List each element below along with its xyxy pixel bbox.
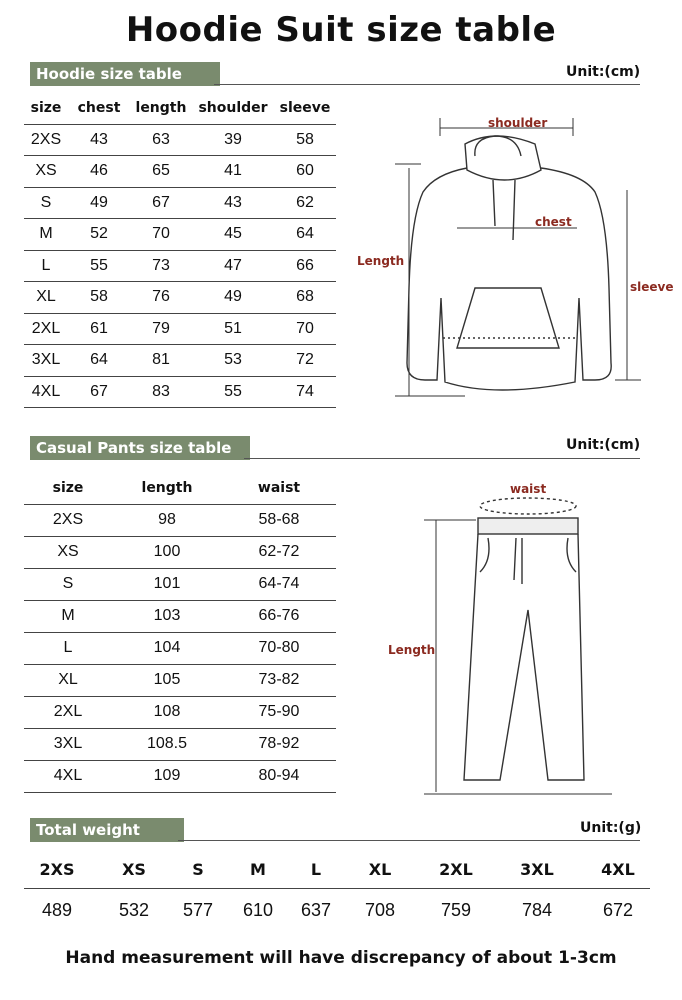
table-cell: 4XL	[24, 376, 68, 408]
weight-unit-label: Unit:(g)	[580, 820, 642, 836]
table-cell: 67	[68, 376, 130, 408]
table-cell: M	[24, 600, 112, 632]
weight-value: 672	[602, 900, 634, 920]
pants-section-header	[30, 436, 650, 460]
weight-value: 577	[182, 900, 214, 920]
column-header: length	[112, 472, 222, 504]
table-cell: 47	[192, 250, 274, 282]
table-cell: 70	[274, 313, 336, 345]
table-cell: 98	[112, 504, 222, 536]
table-row	[24, 728, 336, 760]
weight-value: 532	[118, 900, 150, 920]
drawstrings	[493, 180, 515, 240]
table-row	[24, 345, 336, 377]
table-cell: 76	[130, 282, 192, 314]
column-header: sleeve	[274, 92, 336, 124]
table-cell: 52	[68, 219, 130, 251]
table-row	[24, 219, 336, 251]
column-header: size	[24, 472, 112, 504]
table-cell: 2XS	[24, 124, 68, 156]
table-cell: 108	[112, 696, 222, 728]
table-cell: 2XS	[24, 504, 112, 536]
table-cell: XS	[24, 156, 68, 188]
weight-size-header: 4XL	[601, 860, 635, 879]
table-cell: 58-68	[222, 504, 336, 536]
table-cell: 64	[274, 219, 336, 251]
table-row	[24, 664, 336, 696]
table-row	[24, 313, 336, 345]
waist-label: waist	[510, 482, 547, 496]
table-cell: 58	[68, 282, 130, 314]
table-cell: 109	[112, 760, 222, 792]
table-cell: 60	[274, 156, 336, 188]
weight-size-header: L	[310, 860, 322, 879]
table-cell: 72	[274, 345, 336, 377]
table-cell: 4XL	[24, 760, 112, 792]
weight-value: 708	[364, 900, 396, 920]
column-header: size	[24, 92, 68, 124]
section-divider	[178, 840, 640, 841]
table-cell: 63	[130, 124, 192, 156]
table-cell: 2XL	[24, 313, 68, 345]
table-cell: 74	[274, 376, 336, 408]
weight-value: 637	[300, 900, 332, 920]
page-title: Hoodie Suit size table	[125, 10, 557, 50]
table-row	[24, 250, 336, 282]
table-cell: 51	[192, 313, 274, 345]
table-cell: 45	[192, 219, 274, 251]
table-cell: 100	[112, 536, 222, 568]
weight-value: 489	[41, 900, 73, 920]
table-row	[24, 568, 336, 600]
table-cell: 62	[274, 187, 336, 219]
section-divider	[214, 84, 640, 85]
table-cell: 104	[112, 632, 222, 664]
table-cell: 73	[130, 250, 192, 282]
weight-value: 784	[521, 900, 553, 920]
table-cell: 49	[68, 187, 130, 219]
chest-label: chest	[535, 215, 572, 229]
pants-diagram	[380, 480, 650, 800]
table-cell: 65	[130, 156, 192, 188]
table-row	[24, 696, 336, 728]
table-cell: 70	[130, 219, 192, 251]
table-cell: M	[24, 219, 68, 251]
table-cell: 108.5	[112, 728, 222, 760]
hoodie-body-outline	[407, 168, 611, 390]
column-header: waist	[222, 472, 336, 504]
table-row	[24, 156, 336, 188]
table-row	[24, 632, 336, 664]
table-cell: 80-94	[222, 760, 336, 792]
pants-outline	[464, 534, 584, 780]
weight-size-header: M	[250, 860, 266, 879]
pants-pockets	[480, 538, 576, 572]
table-row	[24, 760, 336, 792]
hoodie-unit-label: Unit:(cm)	[566, 64, 641, 80]
section-divider	[244, 458, 640, 459]
weight-section-tab: Total weight	[30, 818, 184, 842]
column-header: length	[130, 92, 192, 124]
table-row	[24, 536, 336, 568]
weight-size-header: S	[192, 860, 204, 879]
weight-size-header: 2XL	[439, 860, 473, 879]
pants-unit-label: Unit:(cm)	[566, 437, 641, 453]
table-cell: 64-74	[222, 568, 336, 600]
table-cell: 64	[68, 345, 130, 377]
table-cell: 39	[192, 124, 274, 156]
table-cell: 55	[192, 376, 274, 408]
table-row	[24, 504, 336, 536]
pants-drawstrings	[514, 538, 522, 584]
table-cell: XL	[24, 664, 112, 696]
table-cell: S	[24, 187, 68, 219]
table-cell: 70-80	[222, 632, 336, 664]
table-cell: 62-72	[222, 536, 336, 568]
table-cell: 79	[130, 313, 192, 345]
table-cell: S	[24, 568, 112, 600]
table-cell: 55	[68, 250, 130, 282]
hoodie-length-label: Length	[357, 254, 405, 268]
table-cell: 66-76	[222, 600, 336, 632]
table-row	[24, 600, 336, 632]
table-cell: 2XL	[24, 696, 112, 728]
table-cell: 3XL	[24, 345, 68, 377]
shoulder-label: shoulder	[488, 116, 548, 130]
table-cell: 3XL	[24, 728, 112, 760]
table-cell: 68	[274, 282, 336, 314]
weight-section-header	[30, 818, 650, 842]
weight-size-header: 3XL	[520, 860, 554, 879]
table-cell: 83	[130, 376, 192, 408]
table-cell: 61	[68, 313, 130, 345]
table-row	[24, 124, 336, 156]
table-cell: 75-90	[222, 696, 336, 728]
table-cell: L	[24, 250, 68, 282]
pants-length-label: Length	[388, 643, 436, 657]
sleeve-label: sleeve	[630, 280, 674, 294]
waist-measure-ellipse	[480, 498, 576, 514]
pants-size-table	[24, 472, 336, 793]
table-cell: 43	[68, 124, 130, 156]
table-cell: XS	[24, 536, 112, 568]
table-cell: 101	[112, 568, 222, 600]
hood	[465, 136, 541, 180]
measurement-disclaimer: Hand measurement will have discrepancy of about 1-3cm	[65, 948, 617, 968]
hoodie-size-table	[24, 92, 336, 408]
table-cell: 73-82	[222, 664, 336, 696]
table-cell: 46	[68, 156, 130, 188]
table-row	[24, 376, 336, 408]
hood-outline	[475, 136, 521, 156]
weight-value: 610	[242, 900, 274, 920]
table-cell: 58	[274, 124, 336, 156]
table-cell: XL	[24, 282, 68, 314]
hoodie-section-tab: Hoodie size table	[30, 62, 220, 86]
table-cell: 41	[192, 156, 274, 188]
pants-section-tab: Casual Pants size table	[30, 436, 250, 460]
table-cell: 105	[112, 664, 222, 696]
table-cell: 49	[192, 282, 274, 314]
weight-divider	[24, 888, 650, 889]
column-header: shoulder	[192, 92, 274, 124]
table-cell: 53	[192, 345, 274, 377]
table-row	[24, 187, 336, 219]
waistband	[478, 518, 578, 534]
table-cell: 78-92	[222, 728, 336, 760]
weight-size-header: XS	[122, 860, 146, 879]
kangaroo-pocket	[457, 288, 559, 348]
table-cell: 43	[192, 187, 274, 219]
column-header: chest	[68, 92, 130, 124]
table-cell: L	[24, 632, 112, 664]
table-cell: 103	[112, 600, 222, 632]
table-cell: 81	[130, 345, 192, 377]
weight-size-header: XL	[368, 860, 392, 879]
weight-size-header: 2XS	[39, 860, 75, 879]
table-cell: 67	[130, 187, 192, 219]
table-cell: 66	[274, 250, 336, 282]
hoodie-section-header	[30, 62, 650, 86]
weight-value: 759	[440, 900, 472, 920]
table-row	[24, 282, 336, 314]
